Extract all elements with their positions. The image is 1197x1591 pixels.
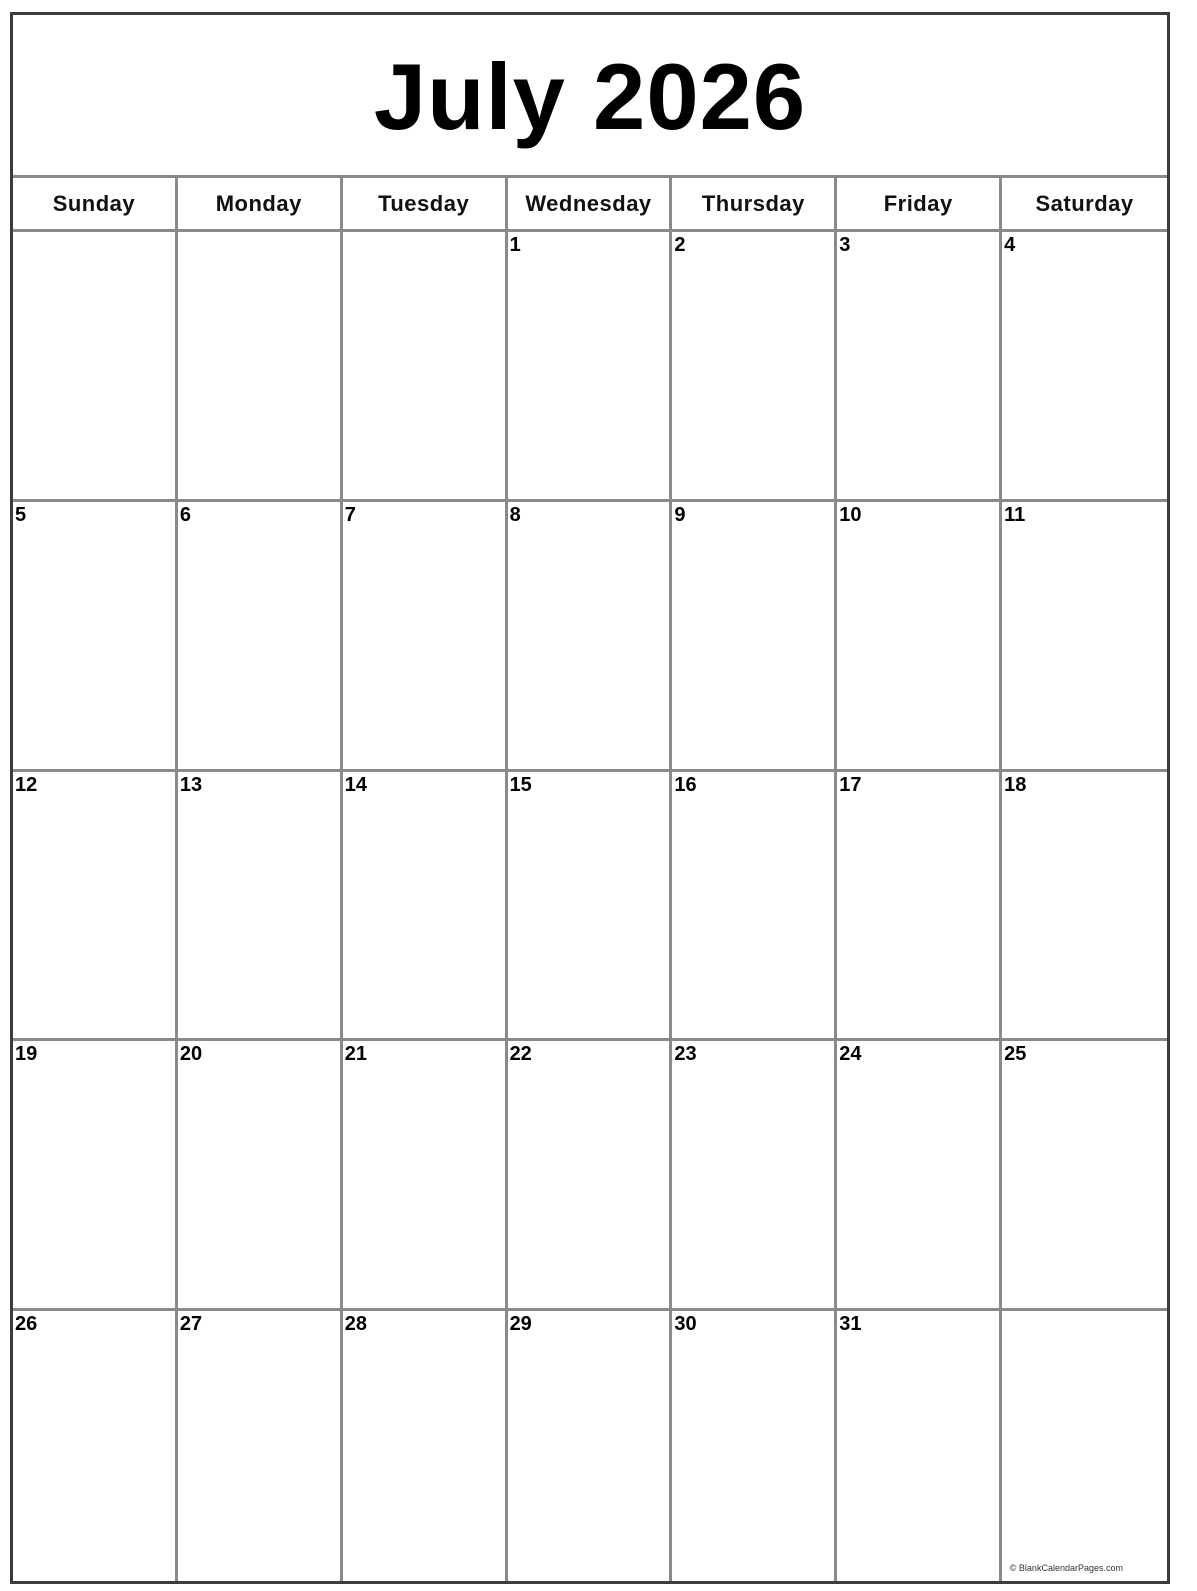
- weekday-header-friday: Friday: [837, 178, 1002, 232]
- calendar-grid: [13, 175, 1167, 1581]
- day-number: 27: [179, 1313, 203, 1336]
- day-number: 3: [839, 234, 851, 256]
- day-number: 31: [839, 1313, 862, 1336]
- day-cell: [178, 502, 343, 772]
- day-number: 25: [1004, 1043, 1027, 1066]
- day-cell: [13, 772, 178, 1042]
- day-cell: [1002, 1311, 1167, 1581]
- day-cell: [178, 1041, 343, 1311]
- day-number: 18: [1004, 773, 1027, 796]
- day-cell: [178, 772, 343, 1042]
- weekday-header-saturday: Saturday: [1002, 178, 1167, 232]
- day-number: 30: [674, 1313, 697, 1336]
- weekday-header-thursday: Thursday: [672, 178, 837, 232]
- day-cell: [343, 772, 508, 1042]
- day-cell: [508, 772, 673, 1042]
- day-cell: [343, 1041, 508, 1311]
- weekday-header-wednesday: Wednesday: [508, 178, 673, 232]
- day-number: 21: [344, 1043, 367, 1066]
- day-number: 24: [839, 1043, 862, 1066]
- weekday-header-monday: Monday: [178, 178, 343, 232]
- day-number: 13: [179, 773, 203, 796]
- day-cell: [1002, 232, 1167, 502]
- day-number: 17: [839, 773, 862, 796]
- day-number: 11: [1004, 503, 1026, 526]
- day-number: 20: [179, 1043, 203, 1066]
- day-cell: [178, 1311, 343, 1581]
- day-cell: [672, 1311, 837, 1581]
- day-cell: [837, 772, 1002, 1042]
- day-cell: [1002, 1041, 1167, 1311]
- day-number: 8: [509, 503, 521, 526]
- day-cell: [672, 502, 837, 772]
- day-number: 29: [509, 1313, 532, 1336]
- day-number: 15: [509, 773, 532, 796]
- day-cell: [672, 232, 837, 502]
- day-number: 14: [344, 773, 367, 796]
- calendar: [10, 12, 1170, 1584]
- day-number: 5: [15, 503, 27, 526]
- day-cell: [837, 1311, 1002, 1581]
- weekday-header-tuesday: Tuesday: [343, 178, 508, 232]
- day-cell: [343, 502, 508, 772]
- day-number: 9: [674, 503, 686, 526]
- day-number: 2: [674, 234, 686, 256]
- day-cell: [1002, 772, 1167, 1042]
- day-number: 26: [15, 1313, 38, 1336]
- day-number: 6: [179, 503, 191, 526]
- day-cell: [343, 1311, 508, 1581]
- day-number: 19: [15, 1043, 38, 1066]
- day-cell: [672, 1041, 837, 1311]
- day-cell: [178, 232, 343, 502]
- day-cell: [1002, 502, 1167, 772]
- calendar-title: July 2026: [373, 44, 807, 149]
- day-cell: [837, 232, 1002, 502]
- day-number: 7: [344, 503, 356, 526]
- day-number: 22: [509, 1043, 532, 1066]
- day-number: 23: [674, 1043, 697, 1066]
- day-number: 12: [15, 773, 38, 796]
- day-number: 10: [839, 503, 862, 526]
- weekday-header-sunday: Sunday: [13, 178, 178, 232]
- day-cell: [508, 502, 673, 772]
- day-number: 16: [674, 773, 697, 796]
- day-cell: [13, 232, 178, 502]
- day-cell: [837, 502, 1002, 772]
- title-area: [13, 15, 1167, 175]
- day-cell: [13, 1041, 178, 1311]
- day-cell: [343, 232, 508, 502]
- day-cell: [13, 1311, 178, 1581]
- copyright-credit: © BlankCalendarPages.com: [1009, 1563, 1123, 1573]
- day-cell: [508, 232, 673, 502]
- day-number: 4: [1004, 234, 1016, 256]
- day-cell: [13, 502, 178, 772]
- day-cell: [508, 1311, 673, 1581]
- day-cell: [508, 1041, 673, 1311]
- day-number: 28: [344, 1313, 367, 1336]
- day-number: 1: [509, 234, 521, 256]
- day-cell: [672, 772, 837, 1042]
- day-cell: [837, 1041, 1002, 1311]
